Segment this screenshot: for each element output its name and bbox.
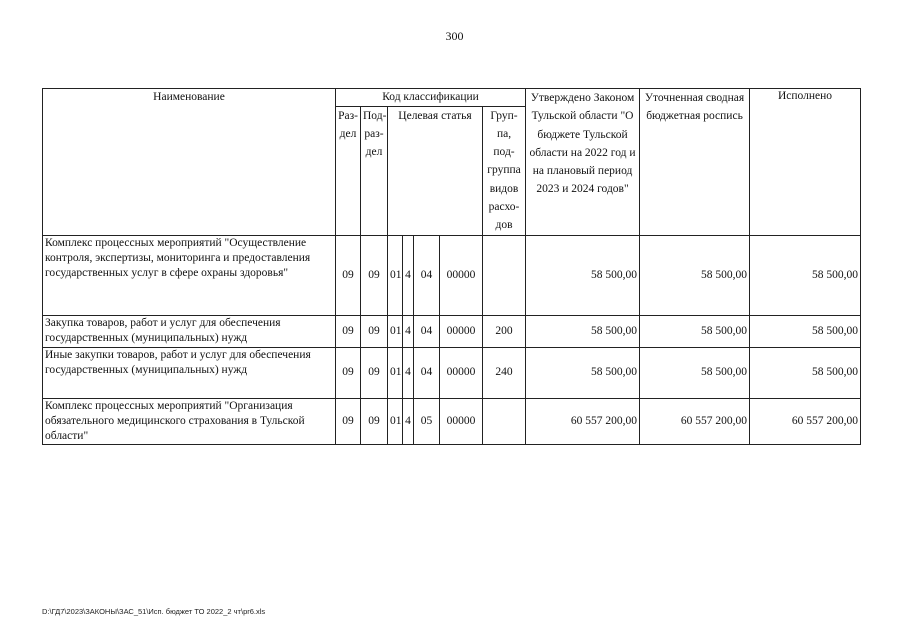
row-podrazdel: 09 — [361, 315, 388, 347]
row-target-part-2: 4 — [403, 398, 414, 444]
table-row — [43, 235, 861, 315]
table-row — [43, 398, 861, 444]
table-row — [43, 347, 861, 398]
row-target-part-4: 00000 — [440, 347, 483, 398]
row-target-part-3: 04 — [414, 315, 440, 347]
footer-file-path: D:\ГД7\2023\ЗАКОНЫ\ЗАС_51\Исп. бюджет ТО 2022_2 чт\pr6.xls — [42, 607, 266, 616]
row-target-part-2: 4 — [403, 315, 414, 347]
row-target-part-2: 4 — [403, 347, 414, 398]
row-expense-group: 240 — [483, 347, 526, 398]
row-approved: 58 500,00 — [526, 347, 640, 398]
row-podrazdel: 09 — [361, 235, 388, 315]
row-target-part-1: 01 — [388, 398, 403, 444]
budget-table — [42, 88, 861, 445]
row-podrazdel: 09 — [361, 398, 388, 444]
row-razdel: 09 — [336, 315, 361, 347]
row-expense-group — [483, 235, 526, 315]
row-target-part-3: 05 — [414, 398, 440, 444]
row-target-part-1: 01 — [388, 347, 403, 398]
header-approved: Утверждено Законом Тульской области "О бюджете Тульской области на 2022 год и на плановый период 2023 и 2024 годов" — [526, 89, 640, 236]
row-target-part-4: 00000 — [440, 398, 483, 444]
row-executed: 60 557 200,00 — [750, 398, 861, 444]
row-name: Комплекс процессных мероприятий "Осуществление контроля, экспертизы, мониторинга и предоставления государственных услуг в сфере охраны здоровья" — [43, 235, 336, 315]
header-name: Наименование — [43, 89, 336, 236]
row-name: Закупка товаров, работ и услуг для обеспечения государственных (муниципальных) нужд — [43, 315, 336, 347]
row-refined: 58 500,00 — [640, 347, 750, 398]
row-expense-group: 200 — [483, 315, 526, 347]
header-classification-code: Код классификации — [336, 89, 526, 107]
row-refined: 58 500,00 — [640, 235, 750, 315]
table-row — [43, 315, 861, 347]
header-refined: Уточненная сводная бюджетная роспись — [640, 89, 750, 236]
row-executed: 58 500,00 — [750, 315, 861, 347]
row-target-part-2: 4 — [403, 235, 414, 315]
row-expense-group — [483, 398, 526, 444]
page-number: 300 — [445, 29, 464, 43]
row-approved: 58 500,00 — [526, 315, 640, 347]
header-target-article: Целевая статья — [388, 106, 483, 235]
row-approved: 60 557 200,00 — [526, 398, 640, 444]
row-razdel: 09 — [336, 398, 361, 444]
row-target-part-3: 04 — [414, 235, 440, 315]
row-target-part-4: 00000 — [440, 315, 483, 347]
row-target-part-4: 00000 — [440, 235, 483, 315]
row-refined: 60 557 200,00 — [640, 398, 750, 444]
row-executed: 58 500,00 — [750, 347, 861, 398]
header-razdel: Раз- дел — [336, 106, 361, 235]
row-razdel: 09 — [336, 347, 361, 398]
row-refined: 58 500,00 — [640, 315, 750, 347]
row-razdel: 09 — [336, 235, 361, 315]
header-executed: Исполнено — [750, 89, 861, 236]
row-podrazdel: 09 — [361, 347, 388, 398]
row-approved: 58 500,00 — [526, 235, 640, 315]
header-row-1 — [43, 89, 861, 107]
header-podrazdel: Под- раз- дел — [361, 106, 388, 235]
row-target-part-3: 04 — [414, 347, 440, 398]
header-expense-group: Груп- па, под- группа видов расхо- дов — [483, 106, 526, 235]
row-executed: 58 500,00 — [750, 235, 861, 315]
row-target-part-1: 01 — [388, 315, 403, 347]
row-target-part-1: 01 — [388, 235, 403, 315]
row-name: Иные закупки товаров, работ и услуг для обеспечения государственных (муниципальных) нужд — [43, 347, 336, 398]
row-name: Комплекс процессных мероприятий "Организация обязательного медицинского страхования в Тульской области" — [43, 398, 336, 444]
